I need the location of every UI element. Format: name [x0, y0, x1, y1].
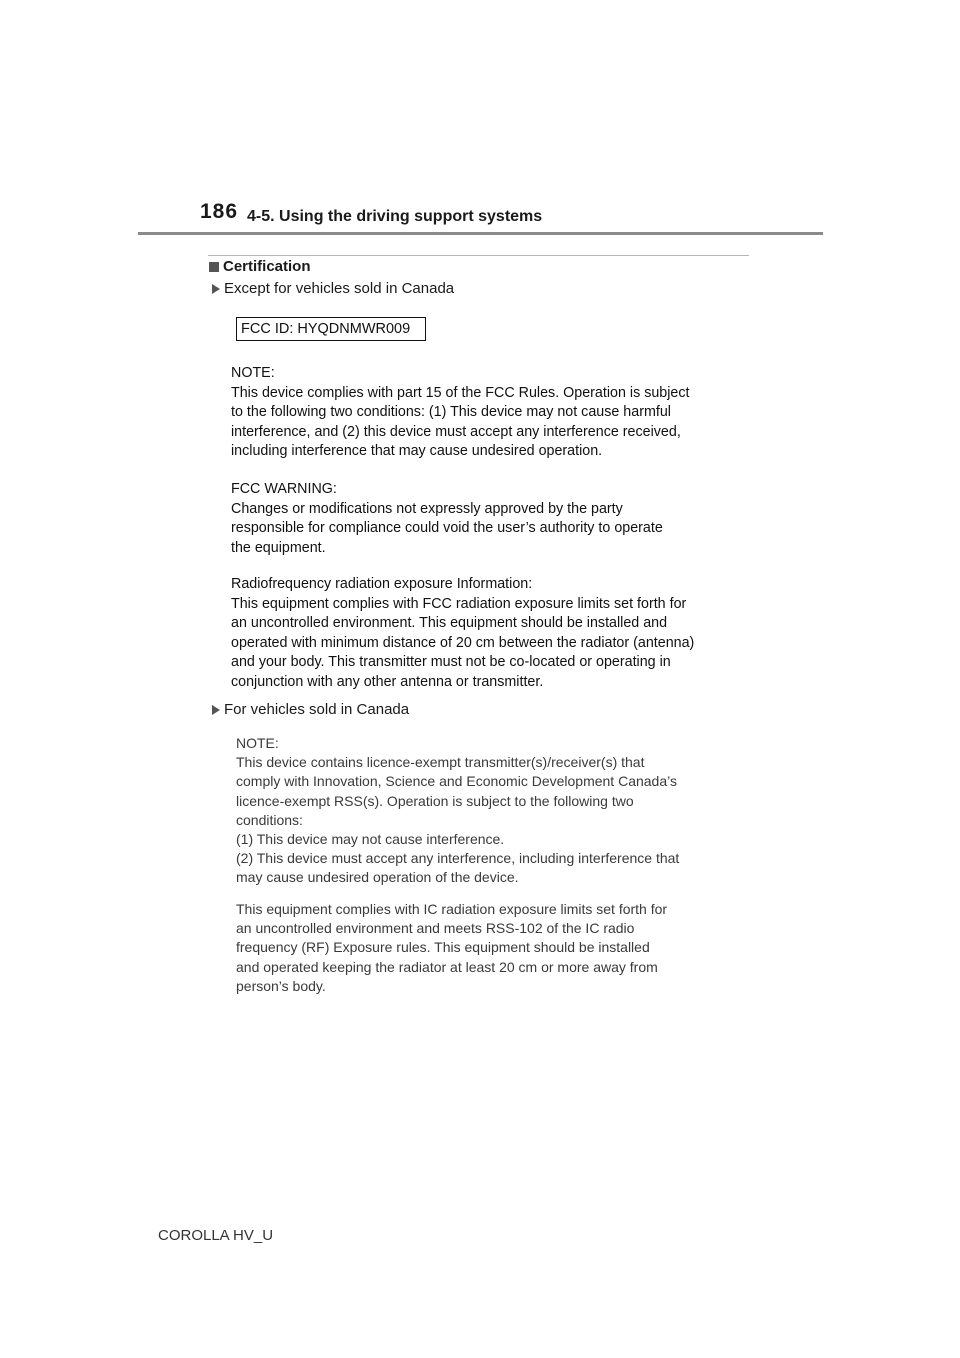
page-number: 186	[200, 200, 239, 223]
bullet-label: For vehicles sold in Canada	[224, 701, 410, 718]
ic-line: and operated keeping the radiator at least 20 cm or more away from	[236, 958, 658, 975]
canada-note-line: may cause undesired operation of the device.	[236, 869, 519, 886]
certification-heading	[209, 258, 311, 275]
radio-line: operated with minimum distance of 20 cm between the radiator (antenna)	[231, 634, 695, 651]
warning-line: the equipment.	[231, 539, 326, 556]
ic-exposure-block	[236, 900, 667, 996]
header-divider	[138, 232, 823, 235]
warning-title: FCC WARNING:	[231, 481, 337, 497]
radio-line: conjunction with any other antenna or transmitter.	[231, 673, 544, 690]
warning-line: Changes or modifications not expressly approved by the party	[231, 500, 623, 517]
warning-line: responsible for compliance could void the user’s authority to operate	[231, 520, 663, 536]
section-title: 4-5. Using the driving support systems	[247, 208, 543, 225]
triangle-bullet-icon	[212, 705, 220, 715]
radio-title: Radiofrequency radiation exposure Information:	[231, 576, 533, 592]
fcc-warning-block	[231, 480, 663, 558]
radio-line: an uncontrolled environment. This equipment should be installed and	[231, 615, 668, 631]
note-line: to the following two conditions: (1) This device may not cause harmful	[231, 404, 671, 420]
canada-note-title: NOTE:	[236, 735, 279, 751]
square-bullet-icon	[209, 262, 219, 272]
canada-note-line: This device contains licence-exempt transmitter(s)/receiver(s) that	[236, 754, 645, 771]
canada-note-block	[236, 734, 679, 888]
canada-note-line: conditions:	[236, 811, 303, 828]
us-note-block	[231, 364, 690, 462]
triangle-bullet-icon	[212, 284, 220, 294]
bullet-except-canada	[209, 280, 454, 297]
canada-note-line: licence-exempt RSS(s). Operation is subject to the following two	[236, 792, 634, 809]
canada-note-line: comply with Innovation, Science and Economic Development Canada’s	[236, 773, 677, 790]
fcc-id-box: FCC ID: HYQDNMWR009	[236, 317, 426, 341]
ic-line: person’s body.	[236, 977, 326, 994]
note-line: This device complies with part 15 of the FCC Rules. Operation is subject	[231, 384, 690, 401]
bullet-canada	[209, 701, 409, 718]
footer-model: COROLLA HV_U	[158, 1227, 274, 1244]
ic-line: an uncontrolled environment and meets RSS-102 of the IC radio	[236, 920, 635, 937]
note-line: interference, and (2) this device must accept any interference received,	[231, 423, 681, 440]
note-line: including interference that may cause undesired operation.	[231, 443, 603, 459]
canada-note-line: (2) This device must accept any interference, including interference that	[236, 850, 680, 867]
radio-line: and your body. This transmitter must not be co-located or operating in	[231, 654, 671, 670]
heading-label: Certification	[223, 258, 311, 275]
radio-line: This equipment complies with FCC radiation exposure limits set forth for	[231, 595, 687, 612]
bullet-label: Except for vehicles sold in Canada	[224, 280, 455, 297]
ic-line: frequency (RF) Exposure rules. This equipment should be installed	[236, 939, 650, 956]
section-divider	[208, 255, 749, 256]
note-title: NOTE:	[231, 365, 275, 381]
canada-note-line: (1) This device may not cause interference.	[236, 831, 505, 848]
ic-line: This equipment complies with IC radiation exposure limits set forth for	[236, 901, 668, 917]
radiofrequency-block	[231, 575, 694, 692]
